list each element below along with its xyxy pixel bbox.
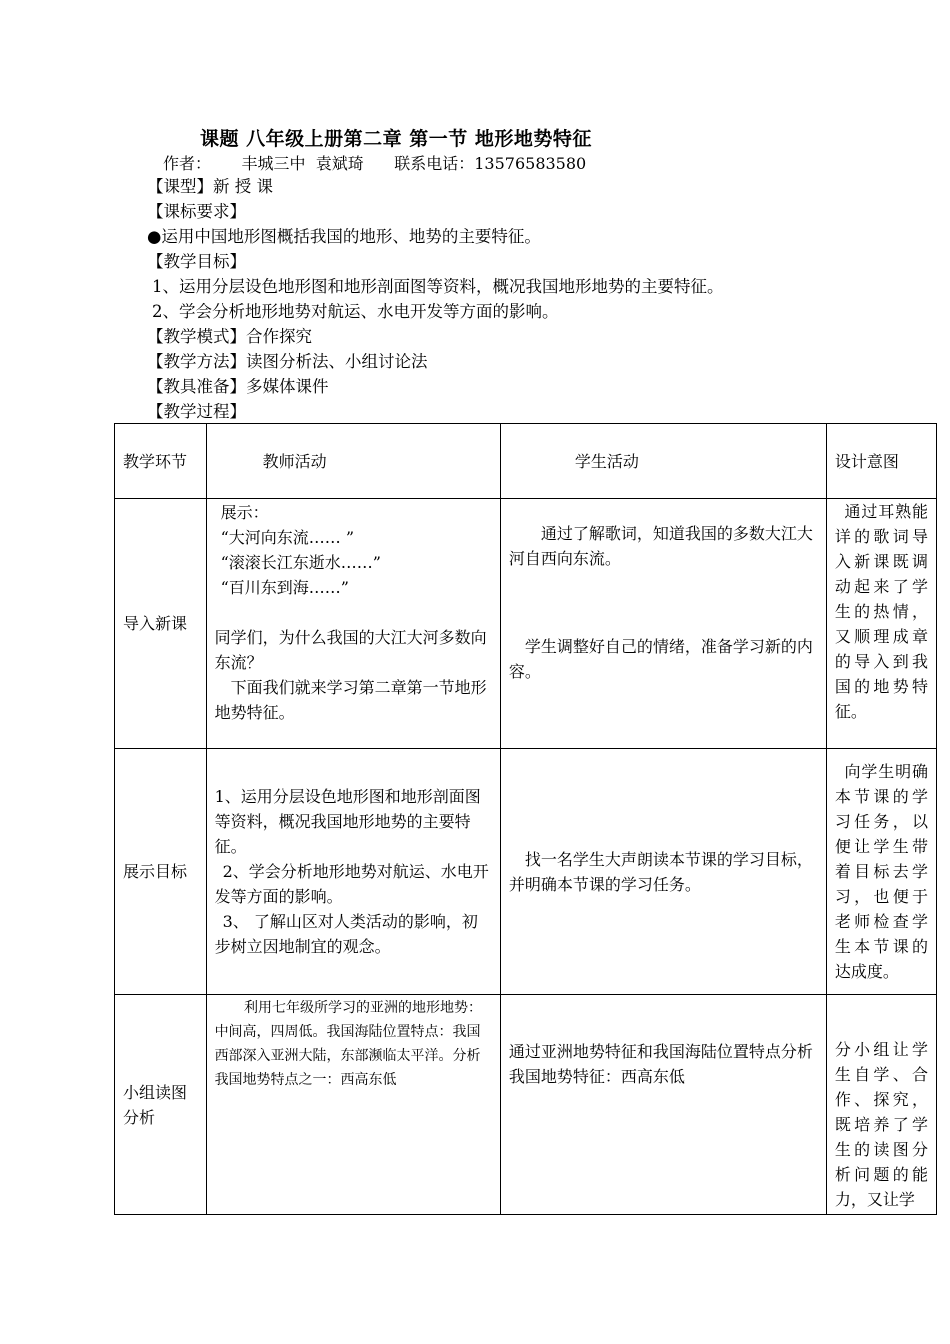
intent-cell: 分小组让学生自学、合作、探究，既培养了学生的读图分析问题的能力，又让学	[826, 995, 936, 1215]
teacher-text: “滚滚长江东逝水……”	[220, 553, 381, 572]
page-title: 课题 八年级上册第二章 第一节 地形地势特征	[200, 128, 592, 150]
intent-cell: 向学生明确本节课的学习任务，以便让学生带着目标去学习，也便于老师检查学生本节课的达成度。	[826, 749, 936, 995]
header-cell: 教师活动	[206, 424, 500, 499]
teacher-text: 同学们，为什么我国的大江大河多数向东流？	[214, 628, 487, 672]
teacher-cell	[206, 749, 500, 995]
table-row	[115, 749, 937, 995]
teaching-tools: 【教具准备】多媒体课件	[147, 377, 329, 396]
standard-item: ●运用中国地形图概括我国的地形、地势的主要特征。	[147, 227, 541, 246]
author-name: 丰城三中 袁斌琦	[241, 154, 364, 173]
table-row	[115, 995, 937, 1215]
lesson-meta	[147, 174, 724, 424]
teacher-text: “大河向东流…… ”	[220, 528, 355, 547]
stage-cell: 展示目标	[115, 749, 207, 995]
teaching-method: 【教学方法】读图分析法、小组讨论法	[147, 352, 428, 371]
student-text: 学生调整好自己的情绪，准备学习新的内容。	[508, 637, 813, 681]
teacher-cell	[206, 499, 500, 749]
teacher-text: 下面我们就来学习第二章第一节地形地势特征。	[214, 678, 487, 722]
teacher-text: 展示：	[220, 503, 269, 522]
student-cell	[500, 499, 826, 749]
teacher-text: 1、运用分层设色地形图和地形剖面图等资料，概况我国地形地势的主要特征。	[214, 787, 481, 856]
intent-cell: 通过耳熟能详的歌词导入新课既调动起来了学生的热情，又顺理成章的导入到我国的地势特征。	[826, 499, 936, 749]
standard-heading: 【课标要求】	[147, 202, 246, 221]
teacher-text: 2、学会分析地形地势对航运、水电开发等方面的影响。	[214, 862, 489, 906]
phone-label: 联系电话：13576583580	[394, 154, 587, 173]
teaching-mode: 【教学模式】合作探究	[147, 327, 312, 346]
stage-cell: 小组读图分析	[115, 995, 207, 1215]
header-cell: 设计意图	[826, 424, 936, 499]
teacher-text: 3、 了解山区对人类活动的影响，初步树立因地制宜的观念。	[214, 912, 478, 956]
student-cell	[500, 995, 826, 1215]
goal-item: 1、运用分层设色地形图和地形剖面图等资料，概况我国地形地势的主要特征。	[152, 277, 724, 296]
teacher-text: “百川东到海……”	[220, 578, 349, 597]
student-text: 通过了解歌词，知道我国的多数大江大河自西向东流。	[508, 524, 813, 568]
goals-heading: 【教学目标】	[147, 252, 246, 271]
course-type: 【课型】新 授 课	[147, 177, 273, 196]
stage-cell: 导入新课	[115, 499, 207, 749]
author-label: 作者：	[163, 154, 212, 173]
teacher-cell	[206, 995, 500, 1215]
student-text: 找一名学生大声朗读本节课的学习目标，并明确本节课的学习任务。	[508, 849, 813, 894]
process-heading: 【教学过程】	[147, 402, 246, 421]
goal-item: 2、学会分析地形地势对航运、水电开发等方面的影响。	[152, 302, 559, 321]
table-row	[115, 499, 937, 749]
teacher-text: 利用七年级所学习的亚洲的地形地势：中间高，四周低。我国海陆位置特点：我国西部深入亚洲大陆，东部濒临太平洋。分析我国地势特点之一：西高东低	[214, 1000, 482, 1088]
author-line	[163, 151, 586, 174]
header-cell: 教学环节	[115, 424, 207, 499]
process-table	[114, 423, 937, 1215]
table-header-row	[115, 424, 937, 499]
student-cell	[500, 749, 826, 995]
header-cell: 学生活动	[500, 424, 826, 499]
student-text: 通过亚洲地势特征和我国海陆位置特点分析我国地势特征：西高东低	[508, 1042, 813, 1086]
